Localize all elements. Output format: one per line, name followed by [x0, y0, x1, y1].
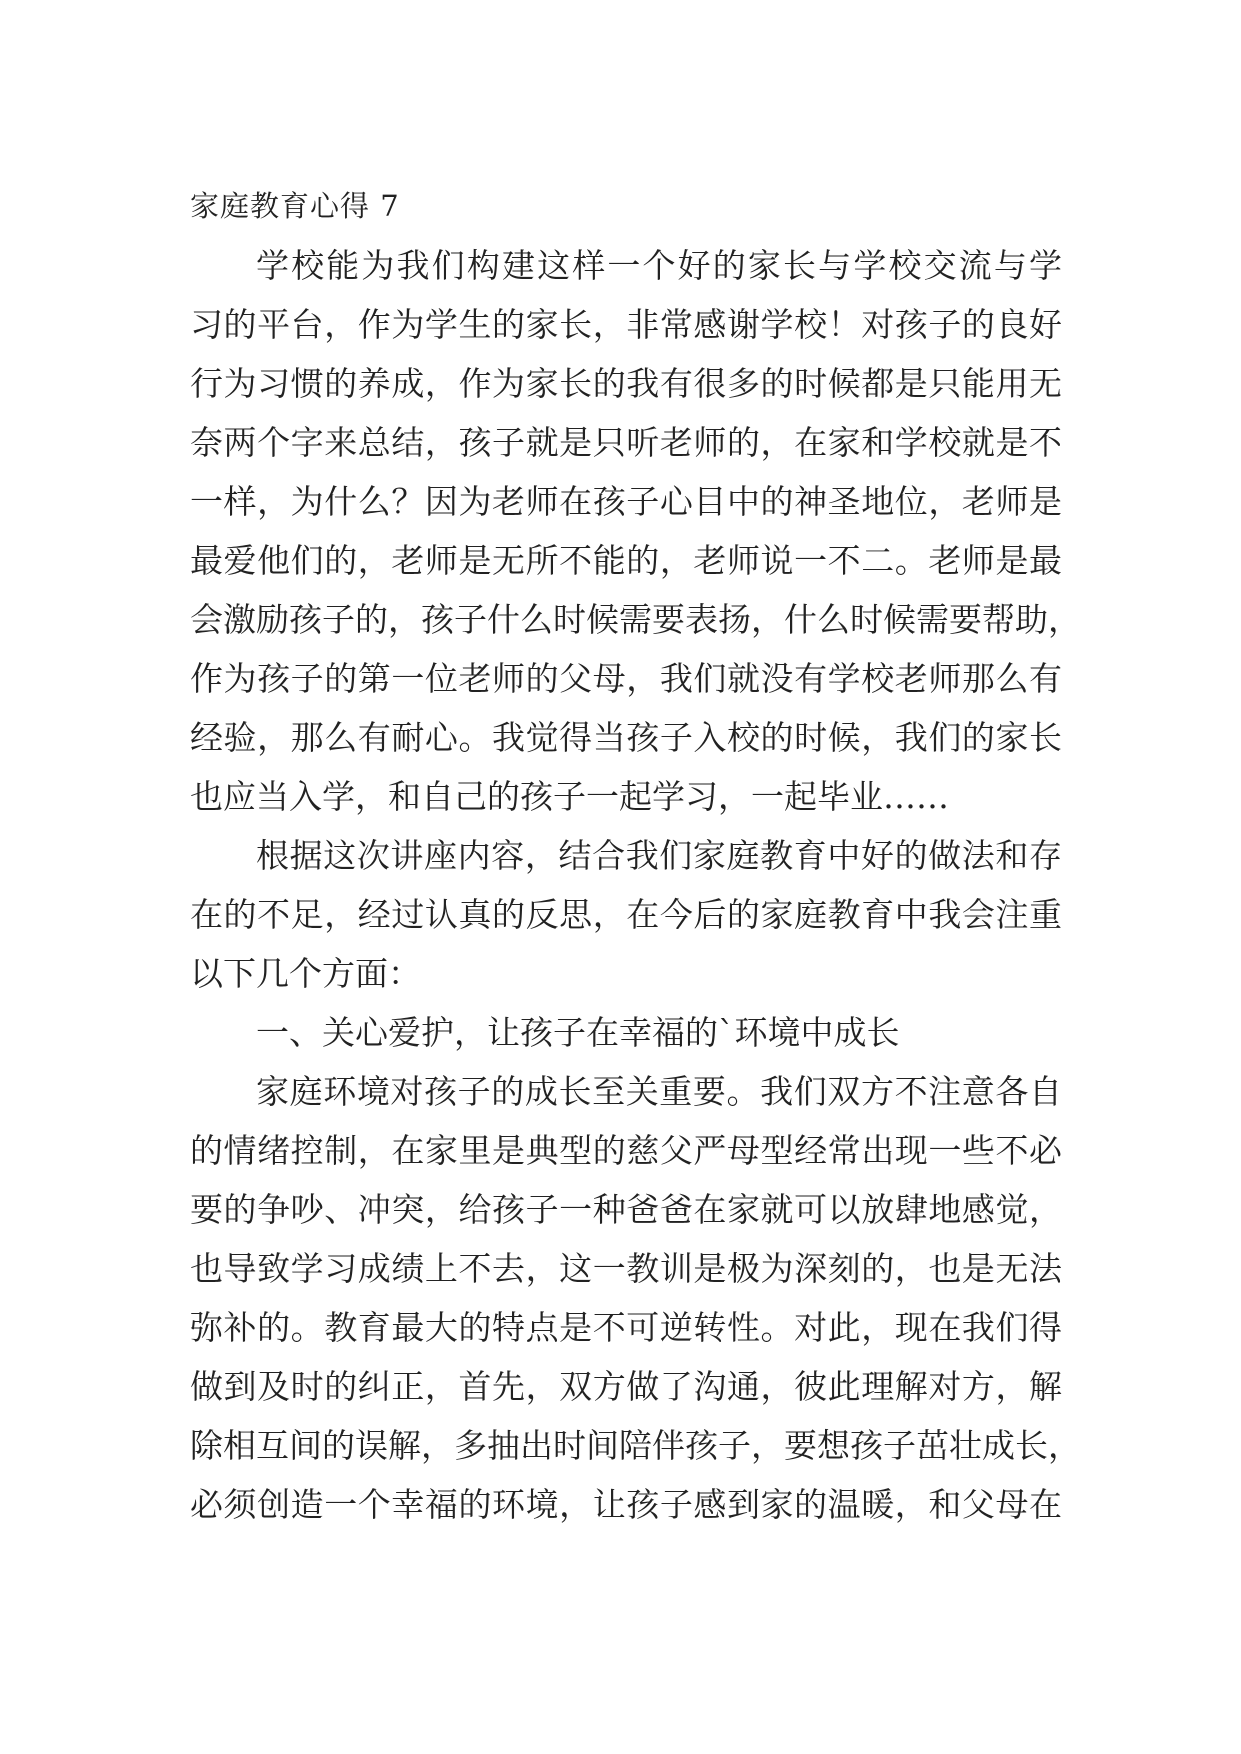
paragraph-line: 必须创造一个幸福的环境，让孩子感到家的温暖，和父母在 [190, 1485, 1062, 1524]
paragraph-line: 经验，那么有耐心。我觉得当孩子入校的时候，我们的家长 [190, 718, 1062, 757]
paragraph-line: 的情绪控制，在家里是典型的慈父严母型经常出现一些不必 [190, 1131, 1062, 1170]
paragraph-line: 要的争吵、冲突，给孩子一种爸爸在家就可以放肆地感觉， [190, 1190, 1062, 1229]
paragraph-line: 弥补的。教育最大的特点是不可逆转性。对此，现在我们得 [190, 1308, 1062, 1347]
paragraph-line: 家庭环境对孩子的成长至关重要。我们双方不注意各自 [256, 1072, 1062, 1111]
paragraph-line: 也应当入学，和自己的孩子一起学习，一起毕业…… [190, 777, 949, 816]
paragraph-line: 根据这次讲座内容，结合我们家庭教育中好的做法和存 [256, 836, 1062, 875]
paragraph-line: 习的平台，作为学生的家长，非常感谢学校！对孩子的良好 [190, 305, 1062, 344]
paragraph-line: 奈两个字来总结，孩子就是只听老师的，在家和学校就是不 [190, 423, 1062, 462]
paragraph-line: 行为习惯的养成，作为家长的我有很多的时候都是只能用无 [190, 364, 1062, 403]
paragraph-line: 作为孩子的第一位老师的父母，我们就没有学校老师那么有 [190, 659, 1062, 698]
section-heading: 一、关心爱护，让孩子在幸福的`环境中成长 [256, 1013, 900, 1052]
paragraph-line: 学校能为我们构建这样一个好的家长与学校交流与学 [256, 246, 1062, 285]
paragraph-line: 以下几个方面： [190, 954, 421, 993]
paragraph-line: 一样，为什么？因为老师在孩子心目中的神圣地位，老师是 [190, 482, 1062, 521]
paragraph-line: 也导致学习成绩上不去，这一教训是极为深刻的，也是无法 [190, 1249, 1062, 1288]
paragraph-line: 最爱他们的，老师是无所不能的，老师说一不二。老师是最 [190, 541, 1062, 580]
paragraph-line: 除相互间的误解，多抽出时间陪伴孩子，要想孩子茁壮成长， [190, 1426, 1081, 1465]
paragraph-line: 做到及时的纠正，首先，双方做了沟通，彼此理解对方，解 [190, 1367, 1062, 1406]
paragraph-line: 会激励孩子的，孩子什么时候需要表扬，什么时候需要帮助， [190, 600, 1081, 639]
document-title: 家庭教育心得 7 [190, 189, 400, 223]
paragraph-line: 在的不足，经过认真的反思，在今后的家庭教育中我会注重 [190, 895, 1062, 934]
